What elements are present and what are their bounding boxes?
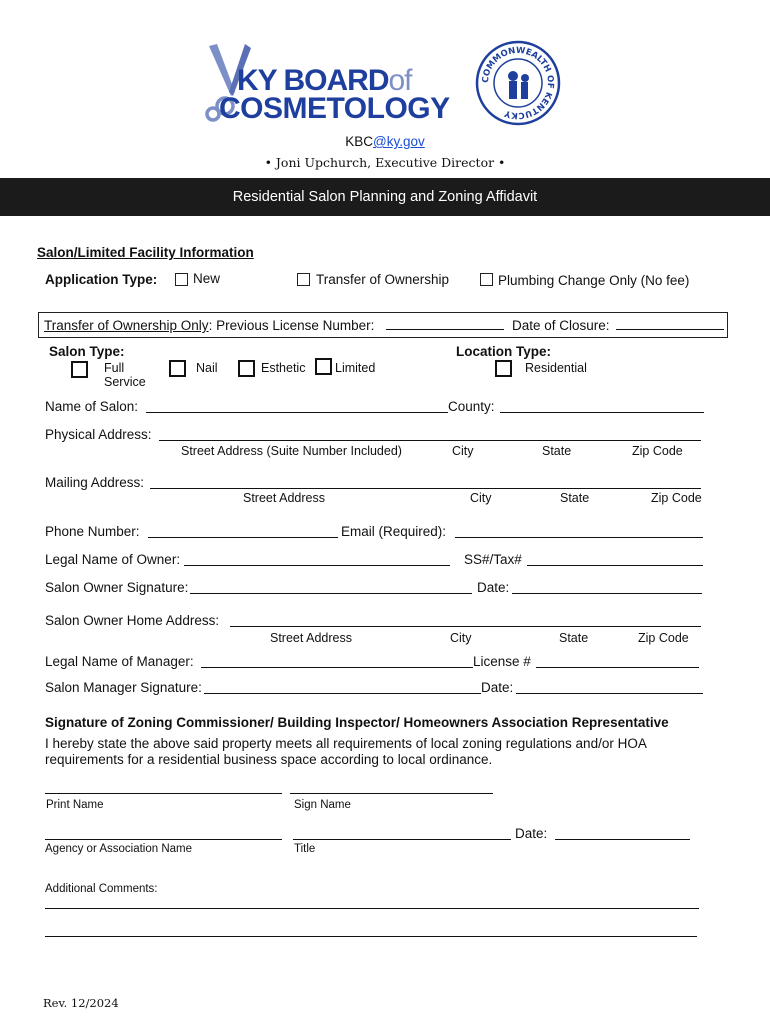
legal-owner-field[interactable]	[184, 565, 450, 566]
logo-ky: KY	[237, 64, 277, 97]
comments-line-2[interactable]	[45, 936, 697, 937]
seal-text: COMMONWEALTH OF KENTUCKY	[480, 45, 556, 121]
esthetic-label: Esthetic	[261, 361, 306, 375]
nail-checkbox[interactable]	[169, 360, 186, 377]
esthetic-checkbox[interactable]	[238, 360, 255, 377]
phone-field[interactable]	[148, 537, 338, 538]
home-city-caption: City	[450, 631, 472, 645]
board-logo	[205, 42, 475, 126]
plumbing-checkbox[interactable]	[480, 273, 493, 286]
date-of-closure-field[interactable]	[616, 329, 724, 330]
mailing-address-field[interactable]	[150, 488, 701, 489]
logo-cosmetology: COSMETOLOGY	[219, 92, 450, 125]
new-checkbox[interactable]	[175, 273, 188, 286]
home-street-caption: Street Address	[270, 631, 352, 645]
previous-license-field[interactable]	[386, 329, 504, 330]
section-title: Salon/Limited Facility Information	[37, 245, 254, 260]
location-type-label: Location Type:	[456, 344, 552, 359]
limited-checkbox[interactable]	[315, 358, 332, 375]
revision-date: Rev. 12/2024	[43, 996, 119, 1010]
email-prefix: KBC	[345, 134, 374, 149]
county-field[interactable]	[500, 412, 704, 413]
zoning-title: Signature of Zoning Commissioner/ Building Inspector/ Homeowners Association Representative	[45, 715, 669, 730]
zoning-date-label: Date:	[515, 826, 548, 841]
legal-manager-label: Legal Name of Manager:	[45, 654, 194, 669]
logo-of: of	[388, 64, 412, 97]
zoning-statement-1: I hereby state the above said property meets all requirements of local zoning regulations and/or HOA	[45, 736, 647, 751]
manager-date-field[interactable]	[516, 693, 703, 694]
limited-label: Limited	[335, 361, 376, 375]
transfer-label: Transfer of Ownership	[316, 272, 450, 287]
transfer-row	[44, 318, 374, 333]
seal-icon	[475, 40, 561, 126]
mailing-street-caption: Street Address	[243, 491, 325, 505]
executive-director: • Joni Upchurch, Executive Director •	[264, 155, 506, 170]
manager-date-label: Date:	[481, 680, 514, 695]
transfer-checkbox[interactable]	[297, 273, 310, 286]
license-field[interactable]	[536, 667, 699, 668]
title-field[interactable]	[293, 839, 511, 840]
sign-name-field[interactable]	[290, 793, 493, 794]
sign-name-caption: Sign Name	[294, 799, 351, 811]
logo-board: BOARD	[283, 64, 389, 97]
physical-state-caption: State	[542, 444, 572, 458]
print-name-field[interactable]	[45, 793, 282, 794]
transfer-only-label: Transfer of Ownership Only	[44, 318, 209, 333]
home-zip-caption: Zip Code	[638, 631, 689, 645]
owner-date-field[interactable]	[512, 593, 702, 594]
owner-signature-label: Salon Owner Signature:	[45, 580, 189, 595]
residential-label: Residential	[525, 361, 587, 375]
svg-text:COMMONWEALTH OF KENTUCKY	[481, 46, 555, 120]
state-seal	[475, 40, 561, 126]
manager-signature-label: Salon Manager Signature:	[45, 680, 202, 695]
mailing-state-caption: State	[560, 491, 590, 505]
county-label: County:	[448, 399, 495, 414]
legal-owner-label: Legal Name of Owner:	[45, 552, 181, 567]
zoning-statement-2: requirements for a residential business space according to local ordinance.	[45, 752, 493, 767]
salon-type-label: Salon Type:	[49, 344, 125, 359]
full-service-label-2: Service	[104, 375, 146, 389]
zoning-date-field[interactable]	[555, 839, 690, 840]
nail-label: Nail	[196, 361, 218, 375]
residential-checkbox[interactable]	[495, 360, 512, 377]
agency-field[interactable]	[45, 839, 282, 840]
title-caption: Title	[294, 843, 316, 855]
print-name-caption: Print Name	[46, 799, 104, 811]
form-title: Residential Salon Planning and Zoning Affidavit	[232, 189, 538, 205]
owner-date-label: Date:	[477, 580, 510, 595]
mailing-address-label: Mailing Address:	[45, 475, 145, 490]
owner-home-field[interactable]	[230, 626, 701, 627]
ss-tax-label: SS#/Tax#	[464, 552, 522, 567]
name-of-salon-field[interactable]	[146, 412, 448, 413]
email-field[interactable]	[455, 537, 703, 538]
manager-signature-field[interactable]	[204, 693, 481, 694]
physical-city-caption: City	[452, 444, 474, 458]
plumbing-label: Plumbing Change Only (No fee)	[498, 273, 690, 288]
physical-address-label: Physical Address:	[45, 427, 152, 442]
full-service-checkbox[interactable]	[71, 361, 88, 378]
email-label: Email (Required):	[341, 524, 447, 539]
physical-street-caption: Street Address (Suite Number Included)	[181, 444, 402, 458]
physical-zip-caption: Zip Code	[632, 444, 683, 458]
license-label: License #	[473, 654, 531, 669]
home-state-caption: State	[559, 631, 589, 645]
mailing-city-caption: City	[470, 491, 492, 505]
agency-caption: Agency or Association Name	[45, 843, 193, 855]
additional-comments-label: Additional Comments:	[45, 883, 158, 895]
owner-signature-field[interactable]	[190, 593, 472, 594]
ss-tax-field[interactable]	[527, 565, 703, 566]
new-label: New	[193, 271, 221, 286]
board-email	[0, 134, 770, 149]
mailing-zip-caption: Zip Code	[651, 491, 702, 505]
previous-license-label: : Previous License Number:	[208, 318, 375, 333]
legal-manager-field[interactable]	[201, 667, 473, 668]
email-link[interactable]: @ky.gov	[373, 134, 425, 149]
physical-address-field[interactable]	[159, 440, 701, 441]
date-of-closure-label: Date of Closure:	[512, 318, 610, 333]
phone-label: Phone Number:	[45, 524, 140, 539]
name-of-salon-label: Name of Salon:	[45, 399, 139, 414]
comments-line-1[interactable]	[45, 908, 699, 909]
application-type-label: Application Type:	[45, 272, 158, 287]
full-service-label-1: Full	[104, 361, 125, 375]
owner-home-label: Salon Owner Home Address:	[45, 613, 220, 628]
